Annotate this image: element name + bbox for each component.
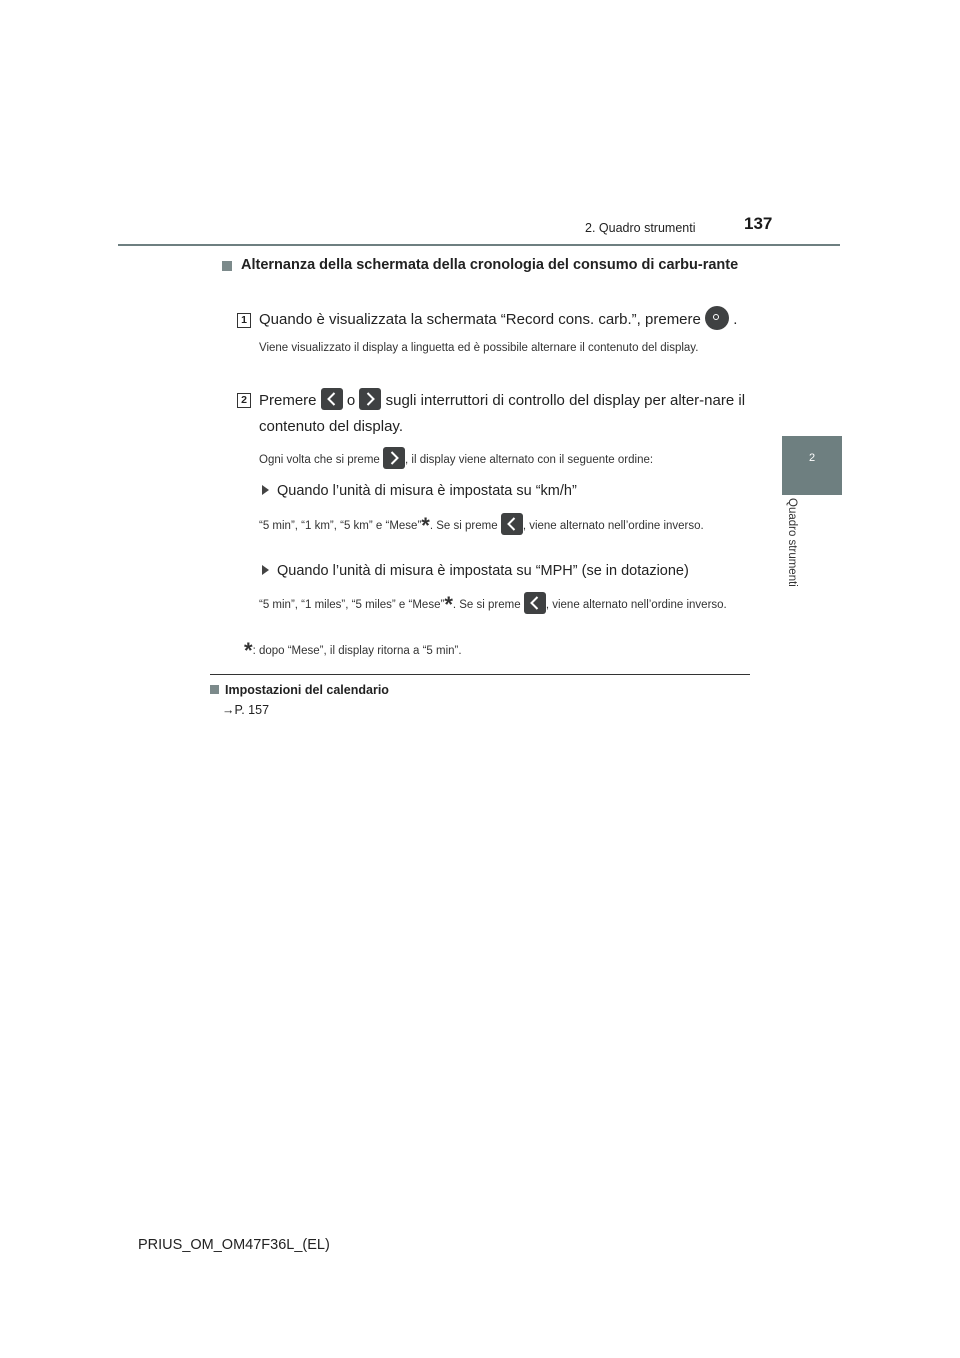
- calendar-heading: [210, 683, 389, 697]
- ok-button-icon: [705, 306, 729, 330]
- section-separator: [210, 674, 750, 675]
- step-1-text-before: Quando è visualizzata la schermata “Record cons. carb.”, premere: [259, 311, 701, 328]
- step-number-2: 2: [237, 393, 251, 408]
- calendar-heading-text: Impostazioni del calendario: [225, 683, 389, 697]
- step-number-1: 1: [237, 313, 251, 328]
- unit-case-mph-text: [259, 594, 745, 617]
- footnote-marker: *: [444, 592, 453, 618]
- step-1-text-after: .: [733, 311, 738, 328]
- unit-case-kmh-text-after: , viene alternato nell’ordine inverso.: [522, 520, 704, 533]
- heading-square-icon: [222, 261, 232, 271]
- unit-case-kmh-text-before: “5 min”, “1 km”, “5 km” e “Mese”: [259, 520, 422, 533]
- footer-code: PRIUS_OM_OM47F36L_(EL): [138, 1237, 330, 1253]
- chapter-number: 2: [808, 452, 816, 464]
- section-title: 2. Quadro strumenti: [585, 221, 696, 235]
- page-number: 137: [744, 214, 773, 233]
- unit-case-mph-text-mid: . Se si preme: [452, 599, 521, 612]
- chevron-left-icon: [501, 513, 523, 535]
- step-1-text: [259, 307, 749, 333]
- chevron-left-icon: [321, 388, 343, 410]
- chapter-title-wrap: [784, 498, 806, 608]
- calendar-page-reference[interactable]: →P. 157: [222, 703, 270, 717]
- triangle-bullet-icon: [262, 565, 269, 575]
- chevron-left-icon: [524, 592, 546, 614]
- footnote-marker: *: [244, 638, 253, 663]
- chapter-tab: [782, 436, 842, 495]
- unit-case-kmh-text-mid: . Se si preme: [429, 520, 498, 533]
- main-heading-text: Alternanza della schermata della cronologia del consumo di carbu-rante: [241, 257, 739, 273]
- step-2-text-part3: sugli interruttori di controllo del display per alter-nare il contenuto del display.: [259, 392, 746, 435]
- step-2-note-before: Ogni volta che si preme: [259, 454, 380, 467]
- unit-case-kmh-heading: [262, 483, 577, 499]
- triangle-bullet-icon: [262, 485, 269, 495]
- footnote-marker: *: [421, 513, 430, 539]
- unit-case-mph-text-before: “5 min”, “1 miles”, “5 miles” e “Mese”: [259, 599, 445, 612]
- unit-case-mph-heading-text: Quando l’unità di misura è impostata su “MPH” (se in dotazione): [277, 563, 689, 579]
- step-2-note: [259, 449, 749, 471]
- step-1-note: Viene visualizzato il display a linguetta ed è possibile alternare il contenuto del display.: [259, 342, 699, 354]
- footnote-text: : dopo “Mese”, il display ritorna a “5 min”.: [252, 645, 462, 657]
- unit-case-mph-heading: [262, 563, 689, 579]
- unit-case-mph-text-after: , viene alternato nell’ordine inverso.: [545, 599, 727, 612]
- main-heading: [222, 255, 750, 276]
- step-2-text: [259, 388, 745, 440]
- step-2-text-part2: o: [346, 392, 356, 409]
- chapter-title: Quadro strumenti: [786, 498, 798, 587]
- step-2-text-part1: Premere: [259, 392, 317, 409]
- unit-case-kmh-heading-text: Quando l’unità di misura è impostata su “km/h”: [277, 483, 577, 499]
- chevron-right-icon: [383, 447, 405, 469]
- step-2-note-after: , il display viene alternato con il seguente ordine:: [405, 454, 654, 467]
- heading-square-icon: [210, 685, 219, 694]
- unit-case-kmh-text: [259, 515, 745, 538]
- header-rule: [118, 244, 840, 246]
- footnote: [244, 638, 462, 663]
- chevron-right-icon: [359, 388, 381, 410]
